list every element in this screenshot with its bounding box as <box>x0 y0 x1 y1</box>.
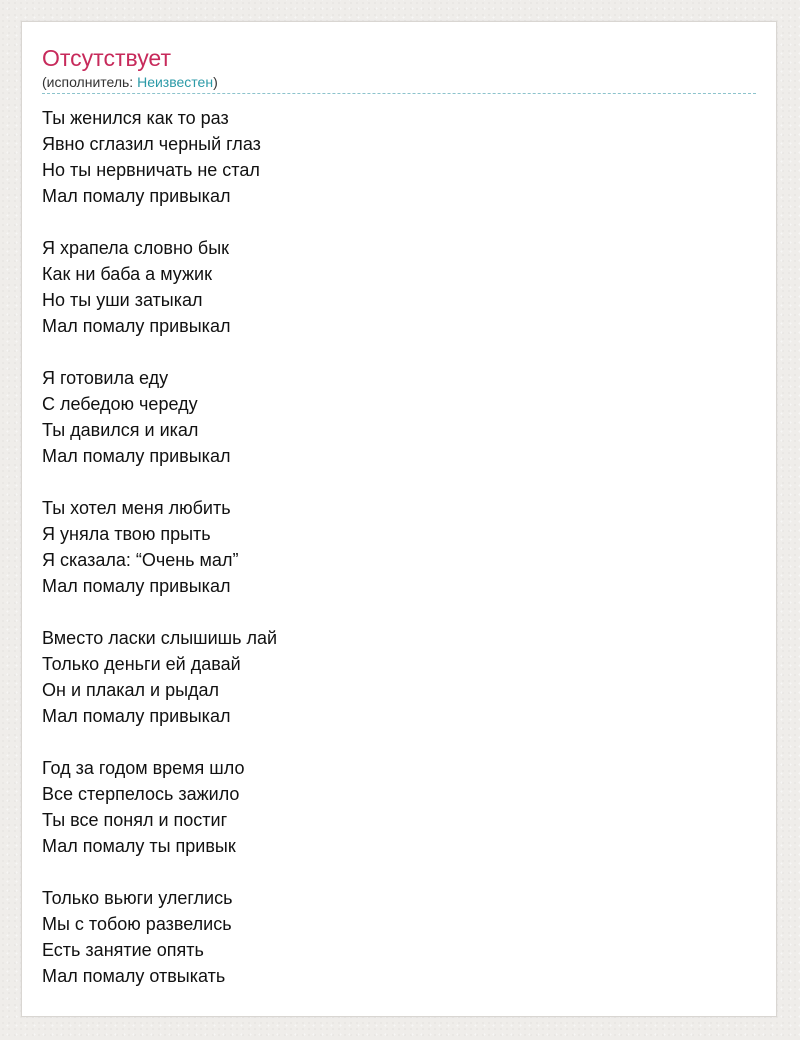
lyric-line: Только вьюги улеглись <box>42 888 233 908</box>
lyric-line: Мал помалу отвыкать <box>42 966 226 986</box>
lyric-line: Как ни баба а мужик <box>42 264 212 284</box>
byline <box>42 73 218 91</box>
lyric-line: Мы с тобою развелись <box>42 914 232 934</box>
song-title: Отсутствует <box>42 45 171 71</box>
lyric-line: Ты хотел меня любить <box>42 498 231 518</box>
artist-link[interactable]: Неизвестен <box>137 74 214 90</box>
lyric-line: Мал помалу привыкал <box>42 576 231 596</box>
lyrics-body <box>42 105 742 1015</box>
lyric-line: Ты давился и икал <box>42 420 199 440</box>
lyric-line: С лебедою череду <box>42 394 198 414</box>
lyric-line: Мал помалу привыкал <box>42 706 231 726</box>
lyric-line: Только деньги ей давай <box>42 654 241 674</box>
lyric-line: Явно сглазил черный глаз <box>42 134 261 154</box>
stanza <box>42 755 742 859</box>
lyric-line: Он и плакал и рыдал <box>42 680 220 700</box>
title-divider <box>42 93 756 94</box>
lyric-line: Мал помалу привыкал <box>42 316 231 336</box>
stanza <box>42 105 742 209</box>
lyric-line: Я сказала: “Очень мал” <box>42 550 239 570</box>
lyric-line: Год за годом время шло <box>42 758 245 778</box>
byline-suffix: ) <box>213 74 218 90</box>
lyric-line: Я готовила еду <box>42 368 169 388</box>
stanza <box>42 885 742 989</box>
lyric-line: Есть занятие опять <box>42 940 204 960</box>
stanza <box>42 235 742 339</box>
stanza <box>42 625 742 729</box>
lyric-line: Все стерпелось зажило <box>42 784 240 804</box>
stanza <box>42 365 742 469</box>
lyric-line: Ты все понял и постиг <box>42 810 228 830</box>
lyric-line: Я храпела словно бык <box>42 238 230 258</box>
lyric-line: Вместо ласки слышишь лай <box>42 628 278 648</box>
lyric-line: Мал помалу ты привык <box>42 836 236 856</box>
lyrics-card <box>21 21 777 1017</box>
stanza <box>42 495 742 599</box>
lyric-line: Но ты нервничать не стал <box>42 160 260 180</box>
lyric-line: Я уняла твою прыть <box>42 524 211 544</box>
lyric-line: Мал помалу привыкал <box>42 186 231 206</box>
lyric-line: Но ты уши затыкал <box>42 290 203 310</box>
lyric-line: Мал помалу привыкал <box>42 446 231 466</box>
byline-prefix: (исполнитель: <box>42 74 138 90</box>
lyric-line: Ты женился как то раз <box>42 108 229 128</box>
